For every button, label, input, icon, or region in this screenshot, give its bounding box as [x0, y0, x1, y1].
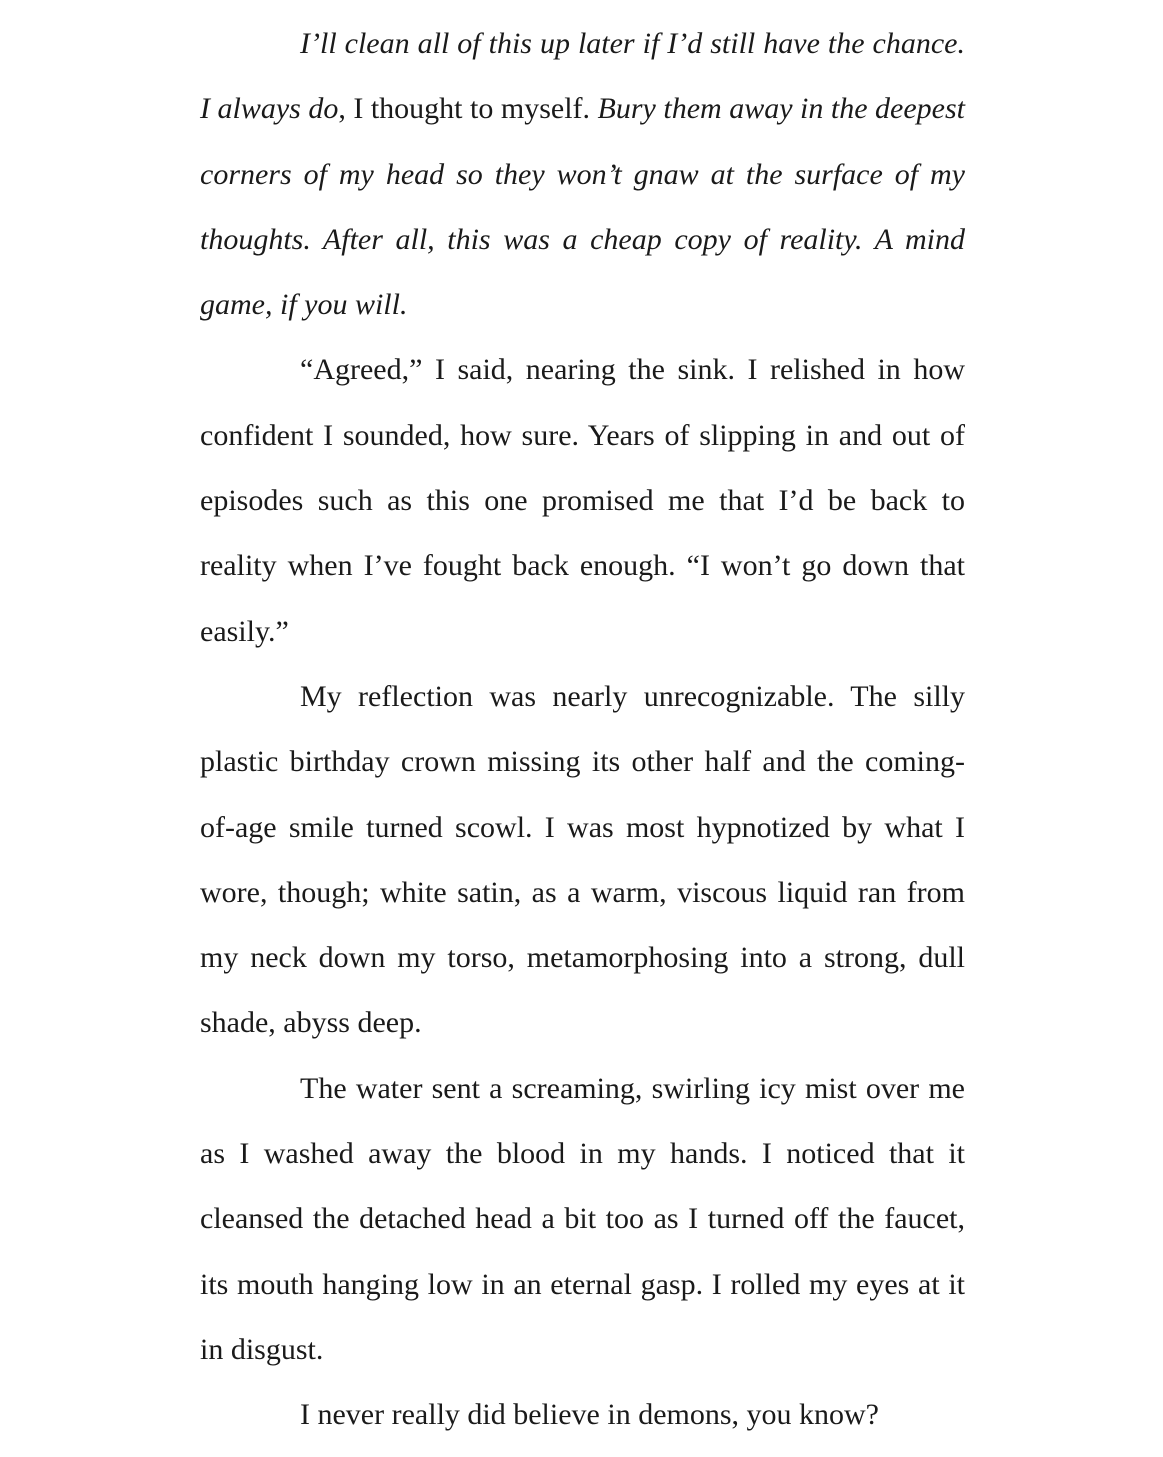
paragraph-4	[200, 1056, 965, 1382]
italic-thought-2: Bury them away in the deepest corners of my head so they won’t gnaw at the surface of my thoughts. After all, this was a cheap copy of reality. A mind game, if you will.	[200, 92, 965, 322]
paragraph-3	[200, 664, 965, 1056]
narration-text: , I thought to myself.	[338, 92, 598, 126]
document-page	[200, 11, 965, 1448]
paragraph-4-text: The water sent a screaming, swirling icy mist over me as I washed away the blood in my hands. I noticed that it cleansed the detached head a bit too as I turned off the faucet, its mouth hanging low in an eternal gasp. I rolled my eyes at it in disgust.	[200, 1071, 965, 1366]
paragraph-2-text: “Agreed,” I said, nearing the sink. I relished in how confident I sounded, how sure. Years of slipping in and out of episodes such as this one promised me that I’d be back to reality when I’ve fought back enough. “I won’t go down that easily.”	[200, 353, 965, 648]
paragraph-1	[200, 11, 965, 337]
paragraph-5-text: I never really did believe in demons, you know?	[300, 1398, 879, 1432]
paragraph-5	[200, 1382, 965, 1447]
paragraph-2	[200, 337, 965, 663]
paragraph-3-text: My reflection was nearly unrecognizable. The silly plastic birthday crown missing its other half and the coming-of-age smile turned scowl. I was most hypnotized by what I wore, though; white satin, as a warm, viscous liquid ran from my neck down my torso, metamorphosing into a strong, dull shade, abyss deep.	[200, 679, 965, 1040]
italic-thought-1: I’ll clean all of this up later if I’d still have the chance. I always do	[200, 27, 965, 126]
